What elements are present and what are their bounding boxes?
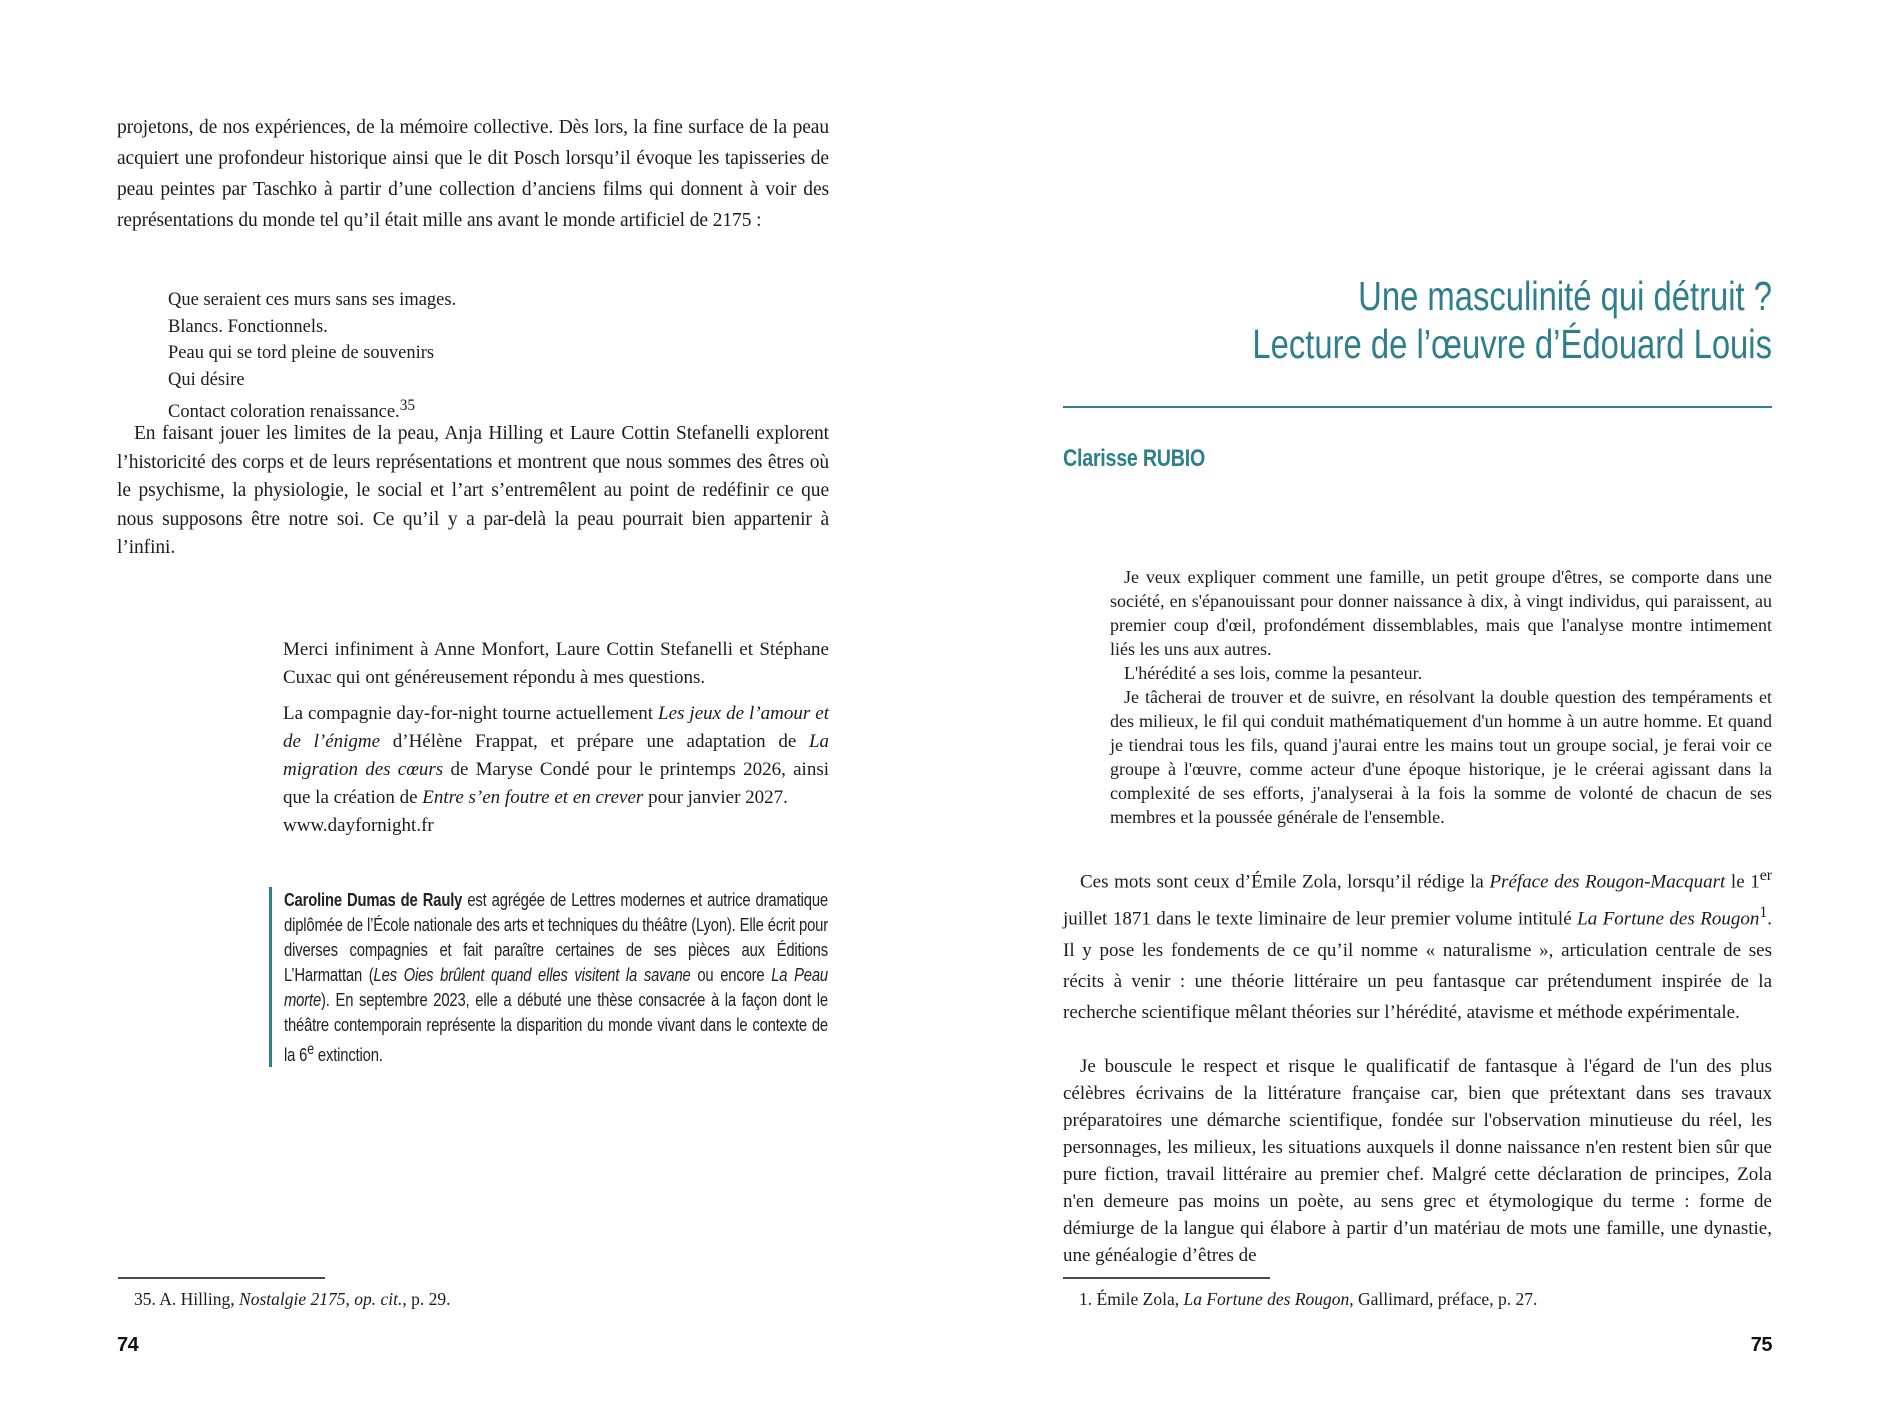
verse-line: Qui désire [168,369,245,390]
verse-line: Que seraient ces murs sans ses images. [168,290,457,310]
left-footnote: 35. A. Hilling, Nostalgie 2175, op. cit., p. 29. [134,1289,451,1309]
verse-line: Peau qui se tord pleine de souvenirs [168,343,435,363]
author-bio-text: Caroline Dumas de Rauly est agrégée de Lettres modernes et autrice dramatique diplômée de l’École nationale des arts et techniques du théâtre (Lyon). Elle écrit pour diverses compagnies et fait paraître certaines de ses pièces aux Éditions L’Harmattan (Les Oies brûlent quand elles visitent la savane ou encore La Peau morte). En septembre 2023, elle a débuté une thèse consacrée à la façon dont le théâtre contemporain représente la disparition du monde vivant dans le contexte de la 6e extinction. [284,889,828,1066]
title-underline-rule [1063,406,1772,408]
quote-paragraph: Je veux expliquer comment une famille, un petit groupe d'êtres, se comporte dans une société, en s'épanouissant pour donner naissance à dix, à vingt individus, qui paraissent, au premier coup d'œil, profondément dissemblables, mais que l'analyse montre intimement liés les uns aux autres. [1110,567,1772,659]
footnote-separator-rule [118,1277,325,1279]
article-title [1063,272,1772,368]
article-title-line-2: Lecture de l’œuvre d’Édouard Louis [1252,321,1772,367]
left-closing-paragraph: En faisant jouer les limites de la peau, Anja Hilling et Laure Cottin Stefanelli explorent l’historicité des corps et de leurs représentations et montrent que nous sommes des êtres où le psychisme, la physiologie, le social et l’art s’entremêlent au point de redéfinir ce que nous supposons être notre soi. Ce qu’il y a par-delà la peau pourrait bien appartenir à l’infini. [117,423,829,558]
quote-paragraph: Je tâcherai de trouver et de suivre, en résolvant la double question des tempéraments et des milieux, le fil qui conduit mathématiquement d'un homme à un autre homme. Et quand je tiendrai tous les fils, quand j'aurai entre les mains tout un groupe social, je ferai voir ce groupe à l'œuvre, comme acteur d'une époque historique, je le créerai agissant dans la complexité de ses efforts, j'analyserai à la fois la somme de volonté de chacun de ses membres et la poussée générale de l'ensemble. [1110,687,1772,827]
verse-line: Blancs. Fonctionnels. [168,316,328,337]
acknowledgment-paragraph: Merci infiniment à Anne Monfort, Laure Cottin Stefanelli et Stéphane Cuxac qui ont généreusement répondu à mes questions. [283,639,829,688]
article-title-line-1: Une masculinité qui détruit ? [1358,273,1772,319]
zola-block-quote [1110,565,1772,829]
footnote-separator-rule [1063,1277,1270,1279]
right-page-number: 75 [1750,1334,1772,1356]
commentary-paragraph-1: Ces mots sont ceux d’Émile Zola, lorsqu’il rédige la Préface des Rougon-Macquart le 1er juillet 1871 dans le texte liminaire de leur premier volume intitulé La Fortune des Rougon$^1$. Il y pose les fondements de ce qu’il nomme « naturalisme », articulation centrale de ses récits à venir : une théorie littéraire un peu fantasque car prétendument inspirée de la recherche scientifique mêlant théories sur l’hérédité, atavisme et méthode expérimentale. [1063,867,1772,1023]
left-page-number: 74 [117,1334,139,1356]
article-author: Clarisse RUBIO [1063,445,1206,472]
left-opening-paragraph: projetons, de nos expériences, de la mémoire collective. Dès lors, la fine surface de la peau acquiert une profondeur historique ainsi que le dit Posch lorsqu’il évoque les tapisseries de peau peintes par Taschko à partir d’une collection d’anciens films qui donnent à voir des représentations du monde tel qu’il était mille ans avant le monde artificiel de 2175 : [117,117,829,231]
company-website-url: www.dayfornight.fr [283,815,434,836]
company-news-paragraph: La compagnie day-for-night tourne actuellement Les jeux de l’amour et de l’énigme d’Hélène Frappat, et prépare une adaptation de La migration des cœurs de Maryse Condé pour le printemps 2026, ainsi que la création de Entre s’en foutre et en crever pour janvier 2027. [283,703,830,808]
right-page [1063,0,1772,1418]
quote-paragraph: L'hérédité a ses lois, comme la pesanteur. [1124,663,1423,683]
verse-line: Contact coloration renaissance.$^{35}$ [168,397,416,423]
verse-quote-block [168,287,456,426]
left-page [117,0,829,1418]
author-bio-box [269,887,841,1067]
commentary-paragraph-2: Je bouscule le respect et risque le qualificatif de fantasque à l'égard de l'un des plus célèbres écrivains de la littérature française car, bien que prétextant dans ses travaux préparatoires une démarche scientifique, fondée sur l'observation minutieuse du réel, les personnages, les milieux, les situations auxquels il donne naissance n'en restent bien sûr que pure fiction, travail littéraire au premier chef. Malgré cette déclaration de principes, Zola n'en demeure pas moins un poète, au sens grec et étymologique du terme : forme de démiurge de la langue qui élabore à partir d’un matériau de mots une famille, une dynastie, une généalogie d’êtres de [1063,1056,1772,1266]
right-footnote: 1. Émile Zola, La Fortune des Rougon, Gallimard, préface, p. 27. [1079,1289,1538,1309]
